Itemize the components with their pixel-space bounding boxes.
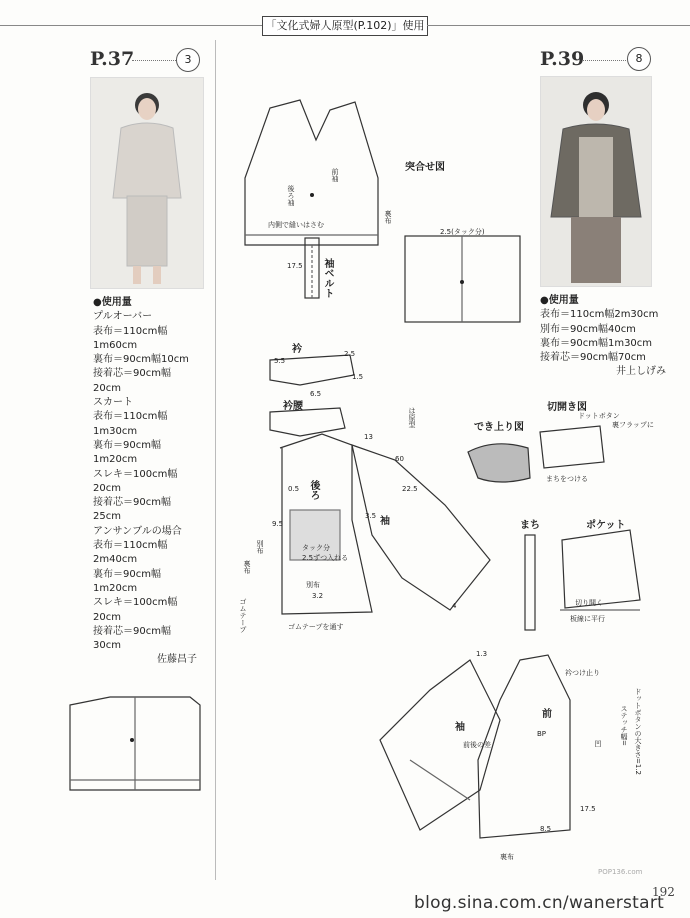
right-number-circle: 8 (627, 47, 651, 71)
pocket-diagram (562, 530, 640, 608)
stitch-width-label: ステッチ幅= (620, 705, 628, 746)
material-line: 接着芯＝90cm幅70cm (540, 352, 646, 364)
sleeve-diagonal (352, 445, 490, 610)
inner-sew-label: 内側で縫いはさむ (268, 221, 324, 229)
rubber-tape-label: ゴムテープ (239, 598, 247, 633)
material-line: 接着芯＝90cm幅25cm (93, 497, 171, 523)
right-author: 井上しげみ (616, 366, 666, 378)
ura-flap-label: 裏フラップに (612, 421, 654, 429)
material-line: ●使用量 (93, 297, 132, 308)
collar-band-piece (270, 408, 345, 436)
page-header-title: 「文化式婦人原型(P.102)」使用 (262, 16, 428, 36)
material-line: 別布＝90cm幅40cm (540, 323, 636, 335)
betsu-nuno-label: 別布 (256, 540, 264, 554)
ura-nuno-label-2: 裏布 (243, 560, 251, 574)
finished-view (468, 444, 530, 482)
material-line: スカート (93, 397, 133, 409)
material-line: プルオーバー (93, 311, 153, 323)
dim-number: 13 (364, 433, 373, 441)
dim-number: 1.3 (476, 650, 488, 658)
dim-number: 5.5 (274, 357, 286, 365)
left-author: 佐藤昌子 (157, 654, 197, 666)
material-line: 接着芯＝90cm幅30cm (93, 625, 171, 652)
material-line: スレキ＝100cm幅20cm (93, 468, 178, 494)
material-line: 裏布＝90cm幅1m20cm (93, 568, 161, 594)
dim-number: 60 (395, 455, 404, 463)
awase-zu-label: 突合せ図 (405, 162, 445, 173)
ura-nuno-label: 裏布 (384, 210, 392, 224)
dim-number: 2.5 (344, 350, 356, 358)
betsu-nuno-label-2: 別布 (306, 581, 320, 589)
ha-genkei-label: は原型 (408, 407, 416, 428)
page-number: 192 (652, 885, 675, 899)
front-back-diff-label: 前後の差 (463, 741, 491, 749)
dim-number: 8.5 (540, 825, 552, 833)
sleeve-front-label: 前袖 (331, 168, 339, 182)
sleeve-label-2: 袖 (455, 722, 465, 733)
left-page-ref: P.37 (90, 48, 135, 70)
dim-number: 17.5 (287, 262, 303, 270)
material-line: 接着芯＝90cm幅20cm (93, 368, 171, 394)
tuck-label: 2.5(タック分) (440, 228, 485, 236)
waist-band-label: 衿腰 (283, 401, 303, 412)
machi-strip (525, 535, 535, 630)
dim-number: 6.5 (310, 390, 322, 398)
back-label: 後ろ (308, 480, 319, 500)
tuck-wrap-label: タック分 (302, 544, 330, 552)
button-note-label: ドットボタンの大きさ=1.2 (634, 688, 642, 775)
tuck-insert-label: 2.5ずつ入れる (302, 554, 349, 562)
concave-label: 凹 (594, 740, 602, 747)
material-line: 裏布＝90cm幅1m20cm (93, 439, 161, 466)
collar-label: 衿 (292, 344, 302, 355)
dot-button-label: ドットボタン (578, 412, 620, 420)
watermark-text: blog.sina.com.cn/wanerstart (414, 893, 665, 913)
dim-number: 0.5 (288, 485, 300, 493)
material-line: 表布＝110cm幅2m40cm (93, 540, 168, 566)
sleeve-belt-label: 袖ベルト (322, 258, 333, 298)
dim-number: 1.5 (352, 373, 364, 381)
kiriaki-diagram (540, 426, 604, 468)
material-line: 表布＝110cm幅2m30cm (540, 309, 659, 321)
material-line: 表布＝110cm幅1m30cm (93, 411, 168, 437)
front-bodice (478, 655, 570, 838)
dim-number: 22.5 (402, 485, 418, 493)
dim-number: 9.5 (272, 520, 284, 528)
material-line: ●使用量 (540, 295, 579, 306)
dim-number: 4 (452, 602, 457, 610)
dim-number: 17.5 (580, 805, 596, 813)
material-line: アンサンブルの場合 (93, 525, 182, 537)
right-page-ref: P.39 (540, 48, 585, 70)
kiriaki-label: 切開き図 (547, 402, 587, 413)
ura-nuno-label-3: 裏布 (500, 853, 514, 861)
material-line: 表布＝110cm幅1m60cm (93, 325, 168, 351)
sleeve-label: 袖 (380, 516, 390, 527)
dim-number: 3.2 (312, 592, 324, 600)
bp-label: BP (537, 730, 547, 738)
sleeve-back-label: 後ろ袖 (287, 185, 295, 206)
front-label: 前 (542, 709, 552, 720)
material-line: 裏布＝90cm幅1m30cm (540, 337, 653, 349)
left-number-circle: 3 (176, 48, 200, 72)
pocket-label: ポケット (586, 520, 626, 531)
collar-attach-label: 衿つけ止り (565, 669, 600, 677)
dim-number: 3.5 (365, 512, 377, 520)
rubber-tape-through-label: ゴムテープを通す (288, 623, 344, 631)
material-line: スレキ＝100cm幅20cm (93, 597, 178, 623)
machi-attach-label: まちをつける (546, 475, 588, 483)
parallel-line-label: 板線に平行 (570, 615, 605, 623)
site-watermark: POP136.com (598, 868, 643, 876)
material-line: 裏布＝90cm幅10cm (93, 354, 189, 366)
cut-open-label: 切り開く (575, 599, 603, 607)
machi-label: まち (520, 520, 540, 531)
dekiagari-label: でき上り図 (474, 422, 524, 433)
